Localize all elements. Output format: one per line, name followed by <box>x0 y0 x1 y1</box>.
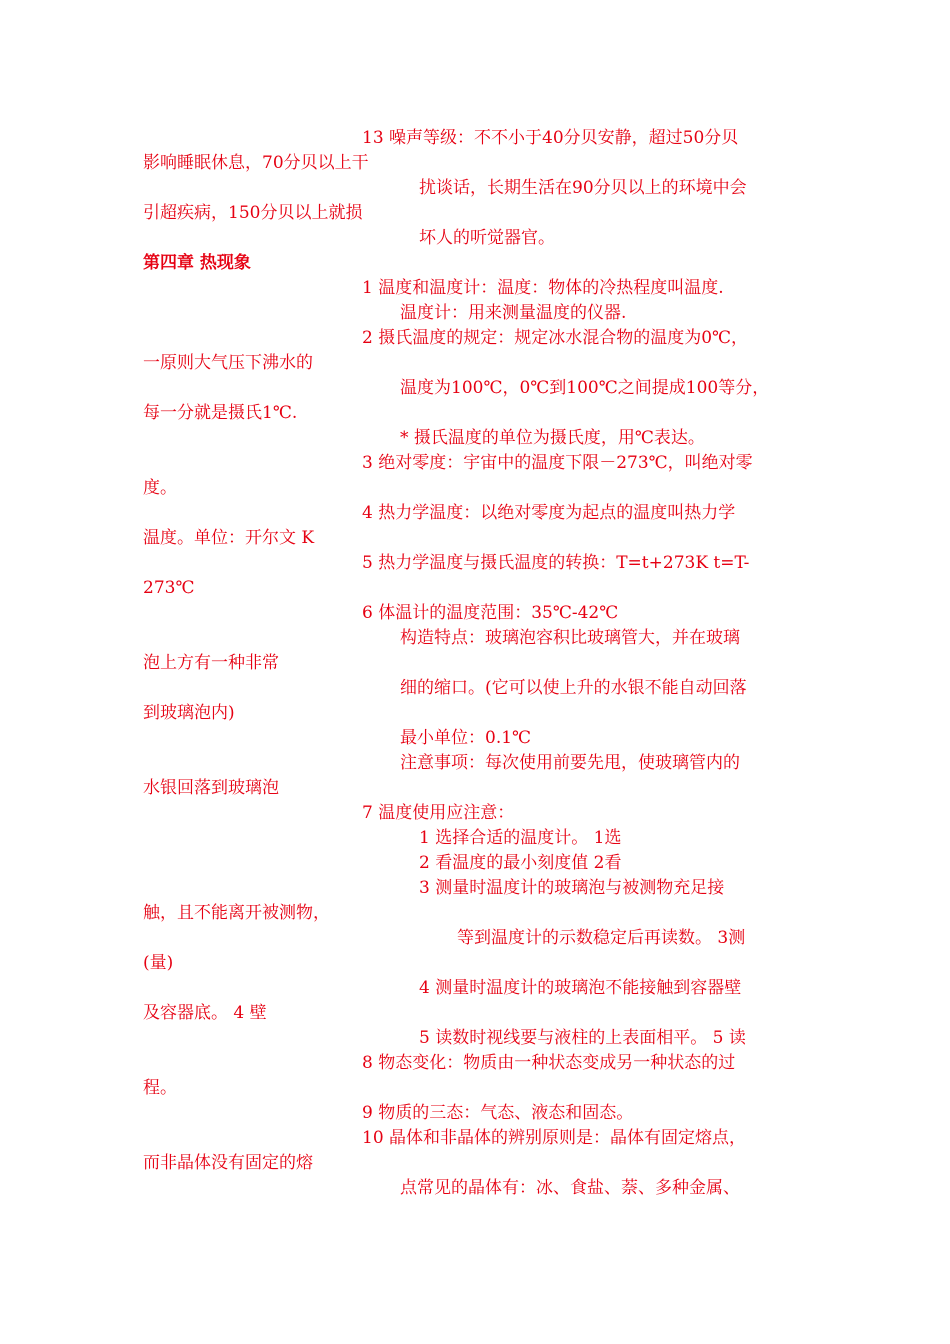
text-line: 触，且不能离开被测物， <box>143 903 330 923</box>
text-line: 坏人的听觉器官。 <box>419 228 555 248</box>
text-line: 2 摄氏温度的规定：规定冰水混合物的温度为0℃， <box>362 328 749 348</box>
text-line: 等到温度计的示数稳定后再读数。 3测 <box>457 928 746 948</box>
text-line: 每一分就是摄氏1℃. <box>143 403 298 423</box>
text-line: 4 热力学温度：以绝对零度为起点的温度叫热力学 <box>362 503 736 523</box>
text-line: 6 体温计的温度范围：35℃-42℃ <box>362 603 619 623</box>
text-line: 1 选择合适的温度计。 1选 <box>419 828 622 848</box>
text-line: 而非晶体没有固定的熔 <box>143 1153 313 1173</box>
text-line: 点常见的晶体有：冰、食盐、萘、多种金属、 <box>400 1178 740 1198</box>
text-line: 温度为100℃，0℃到100℃之间提成100等分， <box>400 378 770 398</box>
text-line: 10 晶体和非晶体的辨别原则是：晶体有固定熔点， <box>362 1128 747 1148</box>
text-line: 5 读数时视线要与液柱的上表面相平。 5 读 <box>419 1028 746 1048</box>
text-line: 5 热力学温度与摄氏温度的转换：T=t+273K t=T- <box>362 553 750 573</box>
text-line: * 摄氏温度的单位为摄氏度，用℃表达。 <box>400 428 705 448</box>
text-line: 一原则大气压下沸水的 <box>143 353 313 373</box>
text-line: 细的缩口。(它可以使上升的水银不能自动回落 <box>400 678 747 698</box>
text-line: 扰谈话，长期生活在90分贝以上的环境中会 <box>419 178 747 198</box>
text-line: 引超疾病，150分贝以上就损 <box>143 203 363 223</box>
text-line: 到玻璃泡内) <box>143 703 235 723</box>
text-line: 1 温度和温度计：温度：物体的冷热程度叫温度. <box>362 278 724 298</box>
text-line: (量) <box>143 953 174 973</box>
text-line: 9 物质的三态：气态、液态和固态。 <box>362 1103 634 1123</box>
text-line: 温度计：用来测量温度的仪器. <box>400 303 627 323</box>
text-line: 2 看温度的最小刻度值 2看 <box>419 853 622 873</box>
text-line: 13 噪声等级：不不小于40分贝安静，超过50分贝 <box>362 128 739 148</box>
text-line: 泡上方有一种非常 <box>143 653 279 673</box>
chapter-heading: 第四章 热现象 <box>143 253 251 273</box>
text-line: 3 测量时温度计的玻璃泡与被测物充足接 <box>419 878 725 898</box>
text-line: 4 测量时温度计的玻璃泡不能接触到容器壁 <box>419 978 742 998</box>
text-line: 温度。单位：开尔文 K <box>143 528 315 548</box>
text-line: 7 温度使用应注意： <box>362 803 515 823</box>
text-line: 程。 <box>143 1078 177 1098</box>
text-line: 构造特点：玻璃泡容积比玻璃管大，并在玻璃 <box>400 628 740 648</box>
text-line: 度。 <box>143 478 177 498</box>
text-line: 3 绝对零度：宇宙中的温度下限－273℃，叫绝对零 <box>362 453 753 473</box>
text-line: 及容器底。 4 壁 <box>143 1003 267 1023</box>
text-line: 水银回落到玻璃泡 <box>143 778 279 798</box>
text-line: 影响睡眠休息，70分贝以上干 <box>143 153 369 173</box>
text-line: 注意事项：每次使用前要先甩，使玻璃管内的 <box>400 753 740 773</box>
text-line: 8 物态变化：物质由一种状态变成另一种状态的过 <box>362 1053 736 1073</box>
text-line: 273℃ <box>143 578 195 598</box>
text-line: 最小单位：0.1℃ <box>400 728 532 748</box>
